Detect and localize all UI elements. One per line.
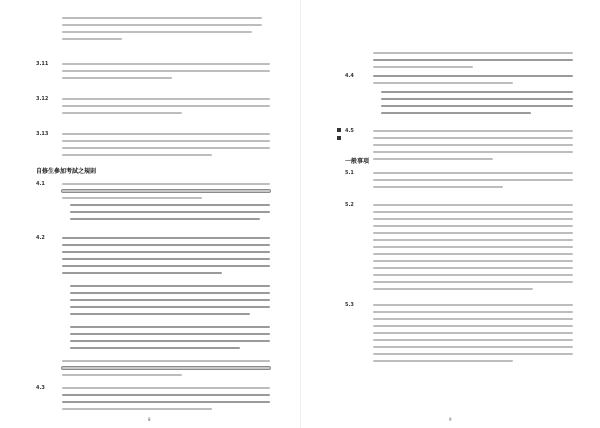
highlighted-line [381,105,573,107]
text-line [373,288,533,290]
highlighted-line [62,265,270,267]
text-line [373,186,503,188]
text-line [62,374,182,376]
text-line [62,17,262,19]
text-line [373,332,573,334]
page-number: 8 [148,417,151,422]
text-line [62,63,270,65]
text-line [373,346,573,348]
text-line [62,140,270,142]
clause-number: 5.1 [345,170,354,176]
text-line [62,387,270,389]
highlighted-line [70,326,270,328]
highlighted-line [62,258,270,260]
text-line [62,70,270,72]
text-line [373,225,573,227]
text-line [373,130,573,132]
text-line [62,154,212,156]
text-line [62,183,270,185]
highlighted-line [373,59,573,61]
text-line [373,204,573,206]
marker-square [337,128,341,132]
highlighted-line [62,237,270,239]
text-line [62,77,172,79]
text-line [373,218,573,220]
clause-number: 4.1 [36,181,45,187]
highlighted-line [70,299,270,301]
highlighted-line [381,91,573,93]
clause-number: 4.3 [36,385,45,391]
text-line [373,304,573,306]
page-number: 9 [449,417,452,422]
highlighted-line [70,211,270,213]
text-line [62,147,270,149]
text-line [373,339,573,341]
highlighted-line [70,340,270,342]
text-line [62,197,202,199]
text-line [373,239,573,241]
text-line [62,98,270,100]
text-line [373,137,573,139]
clause-number: 3.12 [36,96,49,102]
text-line [62,408,212,410]
highlighted-line [70,333,270,335]
text-line [62,112,182,114]
text-line [62,105,270,107]
text-line [62,38,122,40]
highlighted-line [62,251,270,253]
highlighted-line [70,306,270,308]
highlighted-line [62,367,270,369]
highlighted-line [381,112,531,114]
text-line [373,253,573,255]
text-line [373,246,573,248]
text-line [373,66,473,68]
text-line [62,360,270,362]
text-line [373,267,573,269]
clause-number: 5.2 [345,202,354,208]
clause-number: 4.4 [345,73,354,79]
highlighted-line [70,292,270,294]
text-line [373,260,573,262]
clause-number: 3.13 [36,131,49,137]
highlighted-line [70,218,260,220]
text-line [373,179,573,181]
highlighted-line [381,98,573,100]
text-line [373,144,573,146]
text-line [373,52,573,54]
text-line [373,158,493,160]
text-line [373,232,573,234]
text-line [373,82,513,84]
highlighted-line [70,347,240,349]
highlighted-line [62,401,270,403]
section-heading: 一般事項 [345,158,370,165]
clause-number: 5.3 [345,302,354,308]
highlighted-line [62,190,270,192]
text-line [62,133,270,135]
highlighted-line [62,394,270,396]
highlighted-line [70,313,250,315]
highlighted-line [373,75,573,77]
text-line [373,311,573,313]
text-line [62,31,252,33]
text-line [373,172,573,174]
clause-number: 3.11 [36,61,49,67]
highlighted-line [62,272,222,274]
text-line [373,318,573,320]
text-line [373,211,573,213]
marker-square [337,136,341,140]
highlighted-line [62,244,270,246]
text-line [373,353,573,355]
text-line [373,281,573,283]
clause-number: 4.5 [345,128,354,134]
text-line [373,274,573,276]
section-heading: 自修生參加考試之規則 [36,168,97,175]
highlighted-line [70,285,270,287]
text-line [62,24,262,26]
text-line [373,151,573,153]
right-page [300,0,600,428]
clause-number: 4.2 [36,235,45,241]
text-line [373,325,573,327]
highlighted-line [70,204,270,206]
text-line [373,360,513,362]
